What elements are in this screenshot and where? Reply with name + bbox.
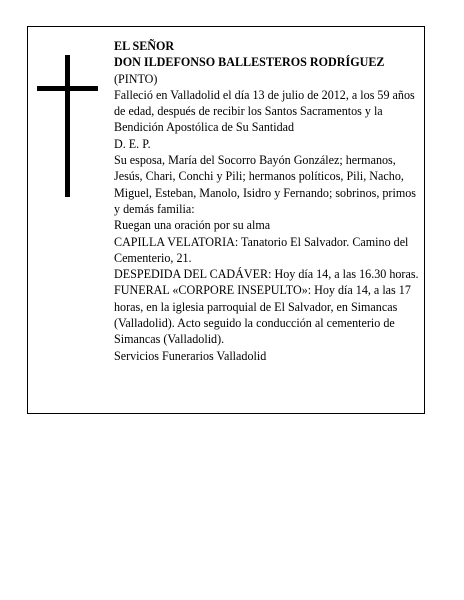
deceased-origin: (PINTO) bbox=[114, 71, 158, 86]
chapel-info: CAPILLA VELATORIA: Tanatorio El Salvador. Camino del Cementerio, 21. bbox=[114, 234, 409, 265]
obituary-text bbox=[114, 38, 424, 364]
family-text: Su esposa, María del Socorro Bayón González; hermanos, Jesús, Chari, Conchi y Pili; hermanos políticos, Pili, Nacho, Miguel, Esteban, Manolo, Isidro y Fernando; sobrinos, primos y demás familia: bbox=[114, 153, 416, 216]
farewell-info: DESPEDIDA DEL CADÁVER: Hoy día 14, a las 16.30 horas. bbox=[114, 267, 419, 282]
prayer-text: Ruegan una oración por su alma bbox=[114, 218, 271, 233]
notice-title: EL SEÑOR bbox=[114, 39, 175, 53]
death-statement: Falleció en Valladolid el día 13 de julio de 2012, a los 59 años de edad, después de recibir los Santos Sacramentos y la Bendición Apostólica de Su Santidad bbox=[114, 87, 415, 135]
cross-icon bbox=[65, 55, 70, 197]
deceased-name: DON ILDEFONSO BALLESTEROS RODRÍGUEZ bbox=[114, 55, 385, 70]
funeral-services: Servicios Funerarios Valladolid bbox=[114, 348, 267, 363]
funeral-info: FUNERAL «CORPORE INSEPULTO»: Hoy día 14, a las 17 horas, en la iglesia parroquial de El Salvador, en Simancas (Valladolid). Acto seguido la conducción al cementerio de Simancas (Valladolid). bbox=[114, 283, 411, 347]
cross-icon-bar bbox=[37, 86, 98, 91]
rip-text: D. E. P. bbox=[114, 136, 151, 151]
